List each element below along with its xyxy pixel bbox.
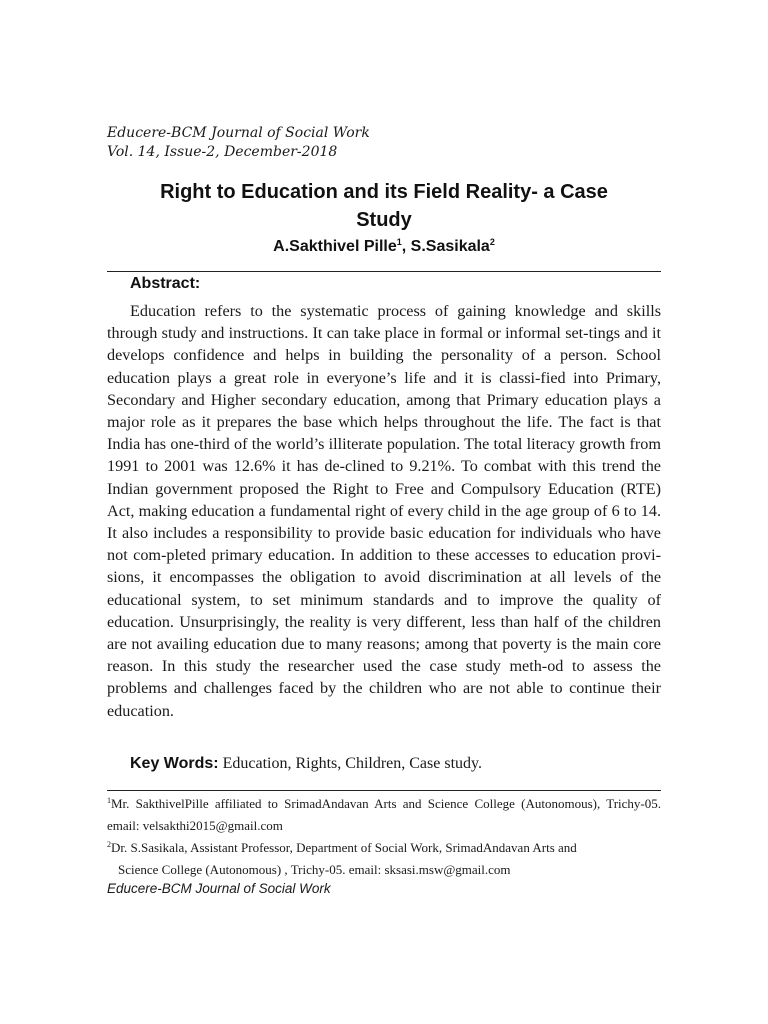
journal-header [107, 124, 370, 162]
article-title [107, 178, 661, 234]
footnote-2-text-line-1: Dr. S.Sasikala, Assistant Professor, Department of Social Work, SrimadAndavan Arts and [111, 840, 577, 855]
footnote-1 [107, 793, 661, 837]
keywords-line [130, 752, 482, 776]
footer-journal-name: Educere-BCM Journal of Social Work [107, 881, 331, 896]
keywords-label: Key Words: [130, 755, 219, 772]
footnote-1-text: Mr. SakthivelPille affiliated to SrimadAndavan Arts and Science College (Autonomous), Trichy-05. email: velsakthi2015@gmail.com [107, 796, 661, 833]
footnote-2-first-line [107, 840, 577, 855]
author-2-name: S.Sasikala [410, 238, 490, 255]
article-title-line-2: Study [356, 209, 412, 231]
keywords-value: Education, Rights, Children, Case study. [218, 755, 482, 772]
footnote-2-mark: 2 [107, 840, 111, 849]
abstract-top-rule [107, 271, 661, 272]
author-list [107, 236, 661, 258]
abstract-body: Education refers to the systematic process of gaining knowledge and skills through study and instructions. It can take place in formal or informal set-tings and it develops confidence and helps in building the personality of a person. School education plays a great role in everyone’s life and it is classi-fied into Primary, Secondary and Higher secondary education, among that Primary education plays a major role as it prepares the base which helps throughout the life. The fact is that India has one-third of the world’s illiterate population. The total literacy growth from 1991 to 2001 was 12.6% it has de-clined to 9.21%. To combat with this trend the Indian government proposed the Right to Free and Compulsory Education (RTE) Act, making education a fundamental right of every child in the age group of 6 to 14. It also includes a responsibility to provide basic education for individuals who have not com-pleted primary education. In addition to these accesses to education provi-sions, it encompasses the obligation to avoid discrimination at all levels of the educational system, to set minimum standards and to improve the quality of education. Unsurprisingly, the reality is very different, less than half of the children are not availing education due to many reasons; among that poverty is the main core reason. In this study the researcher used the case study meth-od to assess the problems and challenges faced by the children who are not able to continue their education. [107, 302, 661, 720]
author-1-name: A.Sakthivel Pille [273, 238, 397, 255]
author-separator: , [401, 238, 411, 255]
author-1-footnote-mark: 1 [396, 237, 402, 247]
abstract-heading: Abstract: [130, 275, 201, 292]
journal-issue-line: Vol. 14, Issue-2, December-2018 [107, 144, 338, 160]
article-title-line-1: Right to Education and its Field Reality- a Case [160, 181, 608, 203]
footnote-2-text-line-2: Science College (Autonomous) , Trichy-05. email: sksasi.msw@gmail.com [118, 862, 511, 877]
footnote-1-mark: 1 [107, 796, 111, 805]
author-2-footnote-mark: 2 [489, 237, 495, 247]
footnote-rule [107, 790, 661, 791]
journal-name-line: Educere-BCM Journal of Social Work [107, 125, 370, 141]
footnote-2 [107, 837, 661, 881]
